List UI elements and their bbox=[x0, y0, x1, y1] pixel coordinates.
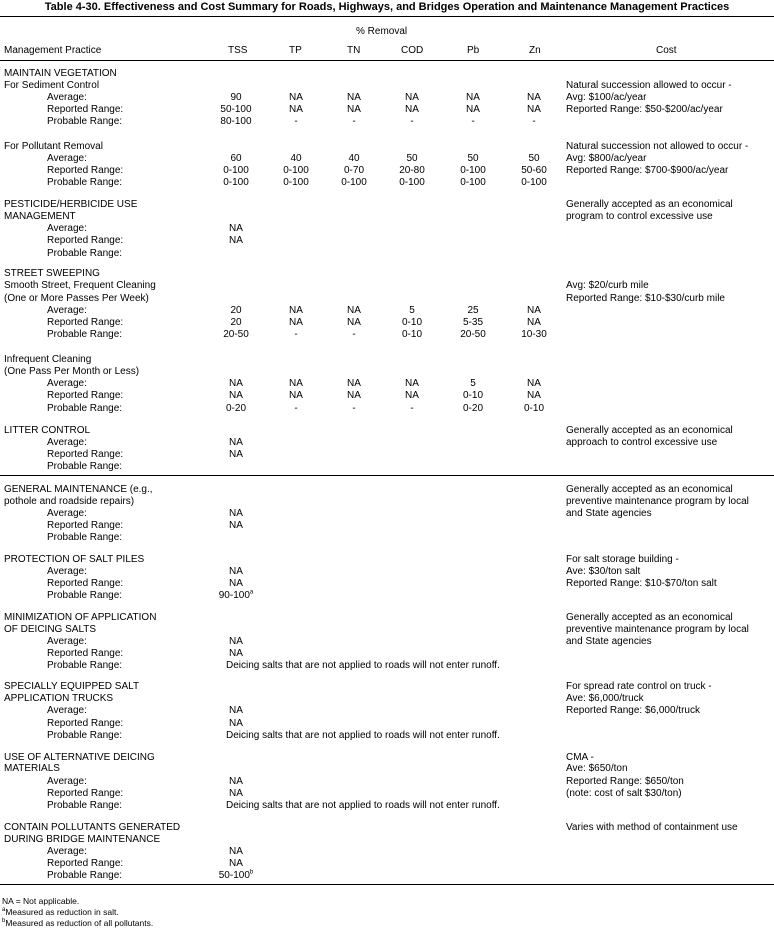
cost-cell: preventive maintenance program by local bbox=[566, 624, 749, 635]
zn-cell: 50 bbox=[528, 153, 540, 164]
footnote-a-text: Measured as reduction in salt. bbox=[5, 907, 119, 917]
tp-cell: 0-100 bbox=[283, 165, 309, 176]
pb-cell: 25 bbox=[467, 305, 479, 316]
range-label: Reported Range: bbox=[47, 858, 124, 869]
zn-cell: NA bbox=[527, 378, 541, 389]
cost-cell: Reported Range: $650/ton bbox=[566, 776, 684, 787]
cost-cell: Ave: $30/ton salt bbox=[566, 566, 641, 577]
table-row bbox=[0, 366, 774, 378]
range-label: Average: bbox=[47, 378, 87, 389]
footnote-b: $^b$Measured as reduction of all pollutants. bbox=[2, 918, 154, 928]
tn-cell: 40 bbox=[348, 153, 360, 164]
cost-cell: Ave: $650/ton bbox=[566, 763, 628, 774]
tss-cell: NA bbox=[229, 437, 243, 448]
table-row bbox=[0, 718, 774, 730]
zn-cell: 0-100 bbox=[521, 177, 547, 188]
practice-label: PROTECTION OF SALT PILES bbox=[4, 554, 145, 565]
table-row bbox=[0, 165, 774, 177]
range-label: Average: bbox=[47, 508, 87, 519]
cost-cell: For salt storage building - bbox=[566, 554, 679, 565]
table-row bbox=[0, 846, 774, 858]
tss-cell: NA bbox=[229, 705, 243, 716]
range-label: Average: bbox=[47, 437, 87, 448]
cost-cell: approach to control excessive use bbox=[566, 437, 718, 448]
table-row bbox=[0, 317, 774, 329]
pb-cell: 0-100 bbox=[460, 177, 486, 188]
deicing-note: Deicing salts that are not applied to roads will not enter runoff. bbox=[226, 660, 500, 671]
table-row bbox=[0, 437, 774, 449]
cod-cell: NA bbox=[405, 104, 419, 115]
range-label: Reported Range: bbox=[47, 235, 124, 246]
range-label: Probable Range: bbox=[47, 248, 123, 259]
cod-cell: NA bbox=[405, 378, 419, 389]
pb-cell: - bbox=[471, 116, 475, 127]
table-row bbox=[0, 508, 774, 520]
tn-cell: - bbox=[352, 403, 356, 414]
pb-cell: 0-20 bbox=[462, 403, 483, 414]
range-label: Average: bbox=[47, 153, 87, 164]
zn-cell: - bbox=[532, 116, 536, 127]
tss-cell: NA bbox=[229, 718, 243, 729]
practice-label: CONTAIN POLLUTANTS GENERATED bbox=[4, 822, 181, 833]
pb-cell: 5-35 bbox=[462, 317, 483, 328]
tn-cell: NA bbox=[347, 390, 361, 401]
cost-cell: Reported Range: $10-$30/curb mile bbox=[566, 293, 725, 304]
table-row bbox=[0, 870, 774, 882]
cost-cell: Reported Range: $6,000/truck bbox=[566, 705, 700, 716]
range-label: Average: bbox=[47, 846, 87, 857]
tss-cell: 50-100$^b$ bbox=[218, 869, 254, 881]
header-rule bbox=[0, 60, 774, 61]
tss-cell: NA bbox=[229, 566, 243, 577]
header-management-practice: Management Practice bbox=[4, 45, 102, 56]
tp-cell: - bbox=[294, 329, 298, 340]
range-label: Reported Range: bbox=[47, 578, 124, 589]
tp-cell: - bbox=[294, 403, 298, 414]
table-row bbox=[0, 800, 774, 812]
range-label: Probable Range: bbox=[47, 177, 123, 188]
cost-cell: Reported Range: $700-$900/ac/year bbox=[566, 165, 729, 176]
table-row bbox=[0, 92, 774, 104]
tp-cell: 40 bbox=[290, 153, 302, 164]
table-row bbox=[0, 280, 774, 292]
range-label: Average: bbox=[47, 705, 87, 716]
range-label: Reported Range: bbox=[47, 788, 124, 799]
tn-cell: NA bbox=[347, 317, 361, 328]
practice-label: MINIMIZATION OF APPLICATION bbox=[4, 612, 157, 623]
range-label: Reported Range: bbox=[47, 104, 124, 115]
cod-cell: 20-80 bbox=[399, 165, 425, 176]
deicing-note: Deicing salts that are not applied to roads will not enter runoff. bbox=[226, 730, 500, 741]
tss-cell: 90-100$^a$ bbox=[218, 589, 254, 601]
range-label: Reported Range: bbox=[47, 520, 124, 531]
zn-cell: NA bbox=[527, 104, 541, 115]
range-label: Probable Range: bbox=[47, 660, 123, 671]
table-row bbox=[0, 116, 774, 128]
practice-label: LITTER CONTROL bbox=[4, 425, 91, 436]
pb-cell: 0-100 bbox=[460, 165, 486, 176]
table-row bbox=[0, 390, 774, 402]
header-tn: TN bbox=[347, 45, 361, 56]
range-label: Average: bbox=[47, 776, 87, 787]
tss-cell: NA bbox=[229, 776, 243, 787]
range-label: Average: bbox=[47, 92, 87, 103]
pb-cell: 20-50 bbox=[460, 329, 486, 340]
tss-cell: NA bbox=[229, 858, 243, 869]
table-row bbox=[0, 788, 774, 800]
practice-label: (One or More Passes Per Week) bbox=[4, 293, 149, 304]
cost-cell: Avg: $20/curb mile bbox=[566, 280, 649, 291]
table-row bbox=[0, 425, 774, 437]
table-row bbox=[0, 660, 774, 672]
table-row bbox=[0, 80, 774, 92]
cost-cell: Generally accepted as an economical bbox=[566, 612, 733, 623]
tss-cell: NA bbox=[229, 223, 243, 234]
table-row bbox=[0, 681, 774, 693]
practice-label: For Pollutant Removal bbox=[4, 141, 103, 152]
table-row bbox=[0, 354, 774, 366]
practice-label: STREET SWEEPING bbox=[4, 268, 100, 279]
header-zn: Zn bbox=[529, 45, 541, 56]
tss-cell: NA bbox=[229, 648, 243, 659]
cost-cell: Avg: $800/ac/year bbox=[566, 153, 647, 164]
range-label: Average: bbox=[47, 305, 87, 316]
tn-cell: 0-100 bbox=[341, 177, 367, 188]
tp-cell: NA bbox=[289, 305, 303, 316]
tss-cell: NA bbox=[229, 378, 243, 389]
tss-cell: 0-100 bbox=[223, 177, 249, 188]
table-row bbox=[0, 858, 774, 870]
cost-cell: Varies with method of containment use bbox=[566, 822, 738, 833]
tss-cell: 80-100 bbox=[220, 116, 252, 127]
tp-cell: NA bbox=[289, 104, 303, 115]
practice-label: APPLICATION TRUCKS bbox=[4, 693, 114, 704]
pb-cell: NA bbox=[466, 104, 480, 115]
tss-cell: NA bbox=[229, 846, 243, 857]
range-label: Probable Range: bbox=[47, 870, 123, 881]
tn-cell: - bbox=[352, 116, 356, 127]
table-row bbox=[0, 763, 774, 775]
zn-cell: 50-60 bbox=[521, 165, 547, 176]
tss-cell: 0-100 bbox=[223, 165, 249, 176]
pb-cell: 5 bbox=[470, 378, 476, 389]
table-row bbox=[0, 199, 774, 211]
tss-cell: NA bbox=[229, 636, 243, 647]
practice-label: DURING BRIDGE MAINTENANCE bbox=[4, 834, 161, 845]
cost-cell: and State agencies bbox=[566, 508, 652, 519]
range-label: Average: bbox=[47, 566, 87, 577]
table-row bbox=[0, 520, 774, 532]
practice-label: USE OF ALTERNATIVE DEICING bbox=[4, 752, 155, 763]
range-label: Probable Range: bbox=[47, 461, 123, 472]
tss-cell: 20 bbox=[230, 305, 242, 316]
tn-cell: NA bbox=[347, 378, 361, 389]
practice-label: PESTICIDE/HERBICIDE USE bbox=[4, 199, 138, 210]
cod-cell: 0-10 bbox=[401, 329, 422, 340]
footnote-na: NA = Not applicable. bbox=[2, 896, 80, 906]
cost-cell: (note: cost of salt $30/ton) bbox=[566, 788, 682, 799]
table-row bbox=[0, 554, 774, 566]
cod-cell: - bbox=[410, 116, 414, 127]
table-row bbox=[0, 235, 774, 247]
range-label: Probable Range: bbox=[47, 403, 123, 414]
table-row bbox=[0, 776, 774, 788]
cost-cell: Reported Range: $10-$70/ton salt bbox=[566, 578, 717, 589]
table-row bbox=[0, 484, 774, 496]
cost-cell: Generally accepted as an economical bbox=[566, 199, 733, 210]
deicing-note: Deicing salts that are not applied to roads will not enter runoff. bbox=[226, 800, 500, 811]
tss-cell: NA bbox=[229, 578, 243, 589]
table-row bbox=[0, 461, 774, 473]
practice-label: (One Pass Per Month or Less) bbox=[4, 366, 140, 377]
table-row bbox=[0, 268, 774, 280]
zn-cell: NA bbox=[527, 317, 541, 328]
header-cod: COD bbox=[401, 45, 424, 56]
tss-cell: 20-50 bbox=[223, 329, 249, 340]
cost-cell: program to control excessive use bbox=[566, 211, 713, 222]
footnote-a: $^a$Measured as reduction in salt. bbox=[2, 907, 119, 917]
tp-cell: NA bbox=[289, 317, 303, 328]
tp-cell: NA bbox=[289, 390, 303, 401]
range-label: Probable Range: bbox=[47, 730, 123, 741]
cost-cell: and State agencies bbox=[566, 636, 652, 647]
table-row bbox=[0, 248, 774, 260]
table-title: Table 4-30. Effectiveness and Cost Summary for Roads, Highways, and Bridges Operation and Maintenance Management Practices bbox=[44, 1, 730, 13]
pb-cell: 50 bbox=[467, 153, 479, 164]
zn-cell: NA bbox=[527, 92, 541, 103]
table-row bbox=[0, 153, 774, 165]
bottom-rule bbox=[0, 884, 774, 885]
zn-cell: 0-10 bbox=[523, 403, 544, 414]
tp-cell: NA bbox=[289, 378, 303, 389]
cost-cell: Natural succession allowed to occur - bbox=[566, 80, 732, 91]
pb-cell: 0-10 bbox=[462, 390, 483, 401]
table-row bbox=[0, 329, 774, 341]
tp-cell: NA bbox=[289, 92, 303, 103]
tn-cell: NA bbox=[347, 92, 361, 103]
practice-label: Smooth Street, Frequent Cleaning bbox=[4, 280, 156, 291]
tn-cell: NA bbox=[347, 305, 361, 316]
practice-label: For Sediment Control bbox=[4, 80, 100, 91]
practice-label: MATERIALS bbox=[4, 763, 60, 774]
table-row bbox=[0, 141, 774, 153]
table-row bbox=[0, 578, 774, 590]
tp-cell: 0-100 bbox=[283, 177, 309, 188]
table-row bbox=[0, 211, 774, 223]
tss-cell: NA bbox=[229, 788, 243, 799]
footnote-b-text: Measured as reduction of all pollutants. bbox=[5, 918, 154, 928]
header-cost: Cost bbox=[656, 45, 677, 56]
tp-cell: - bbox=[294, 116, 298, 127]
range-label: Probable Range: bbox=[47, 800, 123, 811]
table-row bbox=[0, 378, 774, 390]
tn-cell: 0-70 bbox=[343, 165, 364, 176]
cost-cell: Natural succession not allowed to occur - bbox=[566, 141, 749, 152]
table-row bbox=[0, 648, 774, 660]
table-row bbox=[0, 636, 774, 648]
header-pb: Pb bbox=[467, 45, 480, 56]
tss-cell: 60 bbox=[230, 153, 242, 164]
cost-cell: For spread rate control on truck - bbox=[566, 681, 712, 692]
range-label: Average: bbox=[47, 636, 87, 647]
practice-label: Infrequent Cleaning bbox=[4, 354, 92, 365]
range-label: Reported Range: bbox=[47, 449, 124, 460]
tss-cell: NA bbox=[229, 449, 243, 460]
zn-cell: NA bbox=[527, 390, 541, 401]
table-row bbox=[0, 68, 774, 80]
table-row bbox=[0, 822, 774, 834]
table-row bbox=[0, 104, 774, 116]
table-row bbox=[0, 449, 774, 461]
tn-cell: NA bbox=[347, 104, 361, 115]
cod-cell: 0-10 bbox=[401, 317, 422, 328]
tss-cell: NA bbox=[229, 390, 243, 401]
table-row bbox=[0, 496, 774, 508]
range-label: Reported Range: bbox=[47, 390, 124, 401]
cod-cell: 5 bbox=[409, 305, 415, 316]
range-label: Reported Range: bbox=[47, 648, 124, 659]
table-row bbox=[0, 566, 774, 578]
footnote-marker: a bbox=[249, 589, 254, 596]
range-label: Average: bbox=[47, 223, 87, 234]
tn-cell: - bbox=[352, 329, 356, 340]
tss-cell: 50-100 bbox=[220, 104, 252, 115]
table-row bbox=[0, 834, 774, 846]
zn-cell: 10-30 bbox=[521, 329, 547, 340]
table-row bbox=[0, 223, 774, 235]
practice-label: MANAGEMENT bbox=[4, 211, 76, 222]
cost-cell: preventive maintenance program by local bbox=[566, 496, 749, 507]
range-label: Reported Range: bbox=[47, 165, 124, 176]
table-row bbox=[0, 624, 774, 636]
mid-rule bbox=[0, 475, 774, 476]
range-label: Probable Range: bbox=[47, 590, 123, 601]
cod-cell: - bbox=[410, 403, 414, 414]
range-label: Probable Range: bbox=[47, 329, 123, 340]
top-rule bbox=[0, 16, 774, 17]
table-row bbox=[0, 612, 774, 624]
cod-cell: 50 bbox=[406, 153, 418, 164]
tss-cell: 0-20 bbox=[225, 403, 246, 414]
range-label: Reported Range: bbox=[47, 718, 124, 729]
range-label: Probable Range: bbox=[47, 116, 123, 127]
cod-cell: 0-100 bbox=[399, 177, 425, 188]
header-tp: TP bbox=[289, 45, 302, 56]
practice-label: pothole and roadside repairs) bbox=[4, 496, 135, 507]
footnote-marker: b bbox=[249, 869, 254, 876]
zn-cell: NA bbox=[527, 305, 541, 316]
cod-cell: NA bbox=[405, 390, 419, 401]
cost-cell: Avg: $100/ac/year bbox=[566, 92, 647, 103]
table-row bbox=[0, 532, 774, 544]
table-row bbox=[0, 590, 774, 602]
table-row bbox=[0, 730, 774, 742]
practice-label: GENERAL MAINTENANCE (e.g., bbox=[4, 484, 153, 495]
cost-cell: Ave: $6,000/truck bbox=[566, 693, 644, 704]
cost-cell: Reported Range: $50-$200/ac/year bbox=[566, 104, 723, 115]
range-label: Reported Range: bbox=[47, 317, 124, 328]
tss-cell: NA bbox=[229, 508, 243, 519]
tss-cell: NA bbox=[229, 520, 243, 531]
table-row bbox=[0, 293, 774, 305]
table-row bbox=[0, 305, 774, 317]
pb-cell: NA bbox=[466, 92, 480, 103]
table-row bbox=[0, 693, 774, 705]
tss-cell: NA bbox=[229, 235, 243, 246]
tss-cell: 20 bbox=[230, 317, 242, 328]
tss-cell: 90 bbox=[230, 92, 242, 103]
cod-cell: NA bbox=[405, 92, 419, 103]
practice-label: OF DEICING SALTS bbox=[4, 624, 97, 635]
practice-label: SPECIALLY EQUIPPED SALT bbox=[4, 681, 140, 692]
table-row bbox=[0, 403, 774, 415]
header-removal-group: % Removal bbox=[356, 26, 408, 37]
table-row bbox=[0, 705, 774, 717]
cost-cell: Generally accepted as an economical bbox=[566, 484, 733, 495]
range-label: Probable Range: bbox=[47, 532, 123, 543]
table-row bbox=[0, 177, 774, 189]
cost-cell: Generally accepted as an economical bbox=[566, 425, 733, 436]
header-tss: TSS bbox=[228, 45, 248, 56]
cost-cell: CMA - bbox=[566, 752, 594, 763]
practice-label: MAINTAIN VEGETATION bbox=[4, 68, 117, 79]
